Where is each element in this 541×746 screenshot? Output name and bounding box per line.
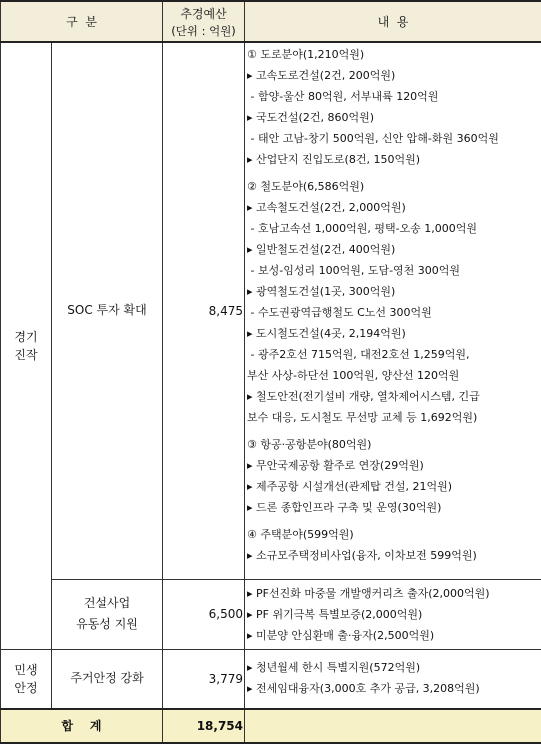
content-line: ▸ 무안국제공항 활주로 연장(29억원) [247, 459, 424, 472]
section-aviation [247, 434, 541, 518]
content-line: ▸ 국도건설(2건, 860억원) [247, 111, 374, 124]
content-line: - 태안 고남-창기 500억원, 신안 압해-화원 360억원 [247, 132, 499, 145]
content-line: ▸ 청년월세 한시 특별지원(572억원) [247, 660, 421, 674]
content-line: 부산 사상-하단선 100억원, 양산선 120억원 [247, 369, 460, 382]
amount-housing-stability: 3,779 [163, 649, 245, 709]
content-line: ▸ 미분양 안심환매 출·융자(2,500억원) [247, 628, 435, 642]
group-label-economy: 경기 진작 [1, 42, 52, 649]
table-row [1, 649, 541, 709]
amount-construction-liquidity: 6,500 [163, 579, 245, 649]
table-row [1, 42, 541, 579]
content-line: - 함양-울산 80억원, 서부내륙 120억원 [247, 90, 439, 103]
header-content: 내 용 [245, 1, 541, 42]
group-label-livelihood: 민생 안정 [1, 649, 52, 709]
header-category: 구 분 [1, 1, 163, 42]
content-soc [245, 42, 541, 579]
content-line: - 호남고속선 1,000억원, 평택-오송 1,000억원 [247, 222, 478, 235]
total-row [1, 709, 541, 743]
content-line: ▸ 고속도로건설(2건, 200억원) [247, 69, 396, 82]
item-construction-liquidity: 건설사업 유동성 지원 [52, 579, 163, 649]
content-line: ▸ PF선진화 마중물 개발앵커리츠 출자(2,000억원) [247, 586, 490, 600]
content-line: ③ 항공·공항분야(80억원) [247, 438, 372, 451]
content-line: ▸ 드론 종합인프라 구축 및 운영(30억원) [247, 501, 442, 514]
content-line: - 광주2호선 715억원, 대전2호선 1,259억원, [247, 348, 470, 361]
total-content-empty [245, 709, 541, 743]
content-line: ④ 주택분야(599억원) [247, 528, 354, 541]
content-line: ▸ 광역철도건설(1곳, 300억원) [247, 285, 396, 298]
total-amount: 18,754 [163, 709, 245, 743]
content-line: 보수 대응, 도시철도 무선망 교체 등 1,692억원) [247, 411, 478, 424]
section-road [247, 44, 541, 170]
section-rail [247, 176, 541, 428]
content-line: ▸ 일반철도건설(2건, 400억원) [247, 243, 396, 256]
content-line: ▸ 제주공항 시설개선(관제탑 건설, 21억원) [247, 480, 452, 493]
content-line: ▸ 고속철도건설(2건, 2,000억원) [247, 201, 406, 214]
item-housing-stability: 주거안정 강화 [52, 649, 163, 709]
content-line: ▸ 철도안전(전기설비 개량, 열차제어시스템, 긴급 [247, 390, 480, 403]
content-line: ▸ PF 위기극복 특별보증(2,000억원) [247, 607, 423, 621]
content-line: ▸ 도시철도건설(4곳, 2,194억원) [247, 327, 406, 340]
content-line: ▸ 전세임대융자(3,000호 추가 공급, 3,208억원) [247, 681, 480, 695]
content-line: ▸ 산업단지 진입도로(8건, 150억원) [247, 153, 420, 166]
item-soc: SOC 투자 확대 [52, 42, 163, 579]
amount-soc: 8,475 [163, 42, 245, 579]
table-header-row [1, 1, 541, 42]
content-construction-liquidity [245, 579, 541, 649]
content-line: ② 철도분야(6,586억원) [247, 180, 365, 193]
content-housing-stability [245, 649, 541, 709]
content-line: ▸ 소규모주택정비사업(융자, 이차보전 599억원) [247, 549, 477, 562]
content-line: - 보성-임성리 100억원, 도담-영천 300억원 [247, 264, 461, 277]
content-line: ① 도로분야(1,210억원) [247, 48, 365, 61]
section-housing [247, 524, 541, 566]
table-row [1, 579, 541, 649]
content-line: - 수도권광역급행철도 C노선 300억원 [247, 306, 432, 319]
total-label: 합 계 [1, 709, 163, 743]
header-unit: (단위 : 억원) [171, 23, 236, 38]
header-budget [163, 1, 245, 42]
header-budget-label: 추경예산 [180, 6, 227, 21]
